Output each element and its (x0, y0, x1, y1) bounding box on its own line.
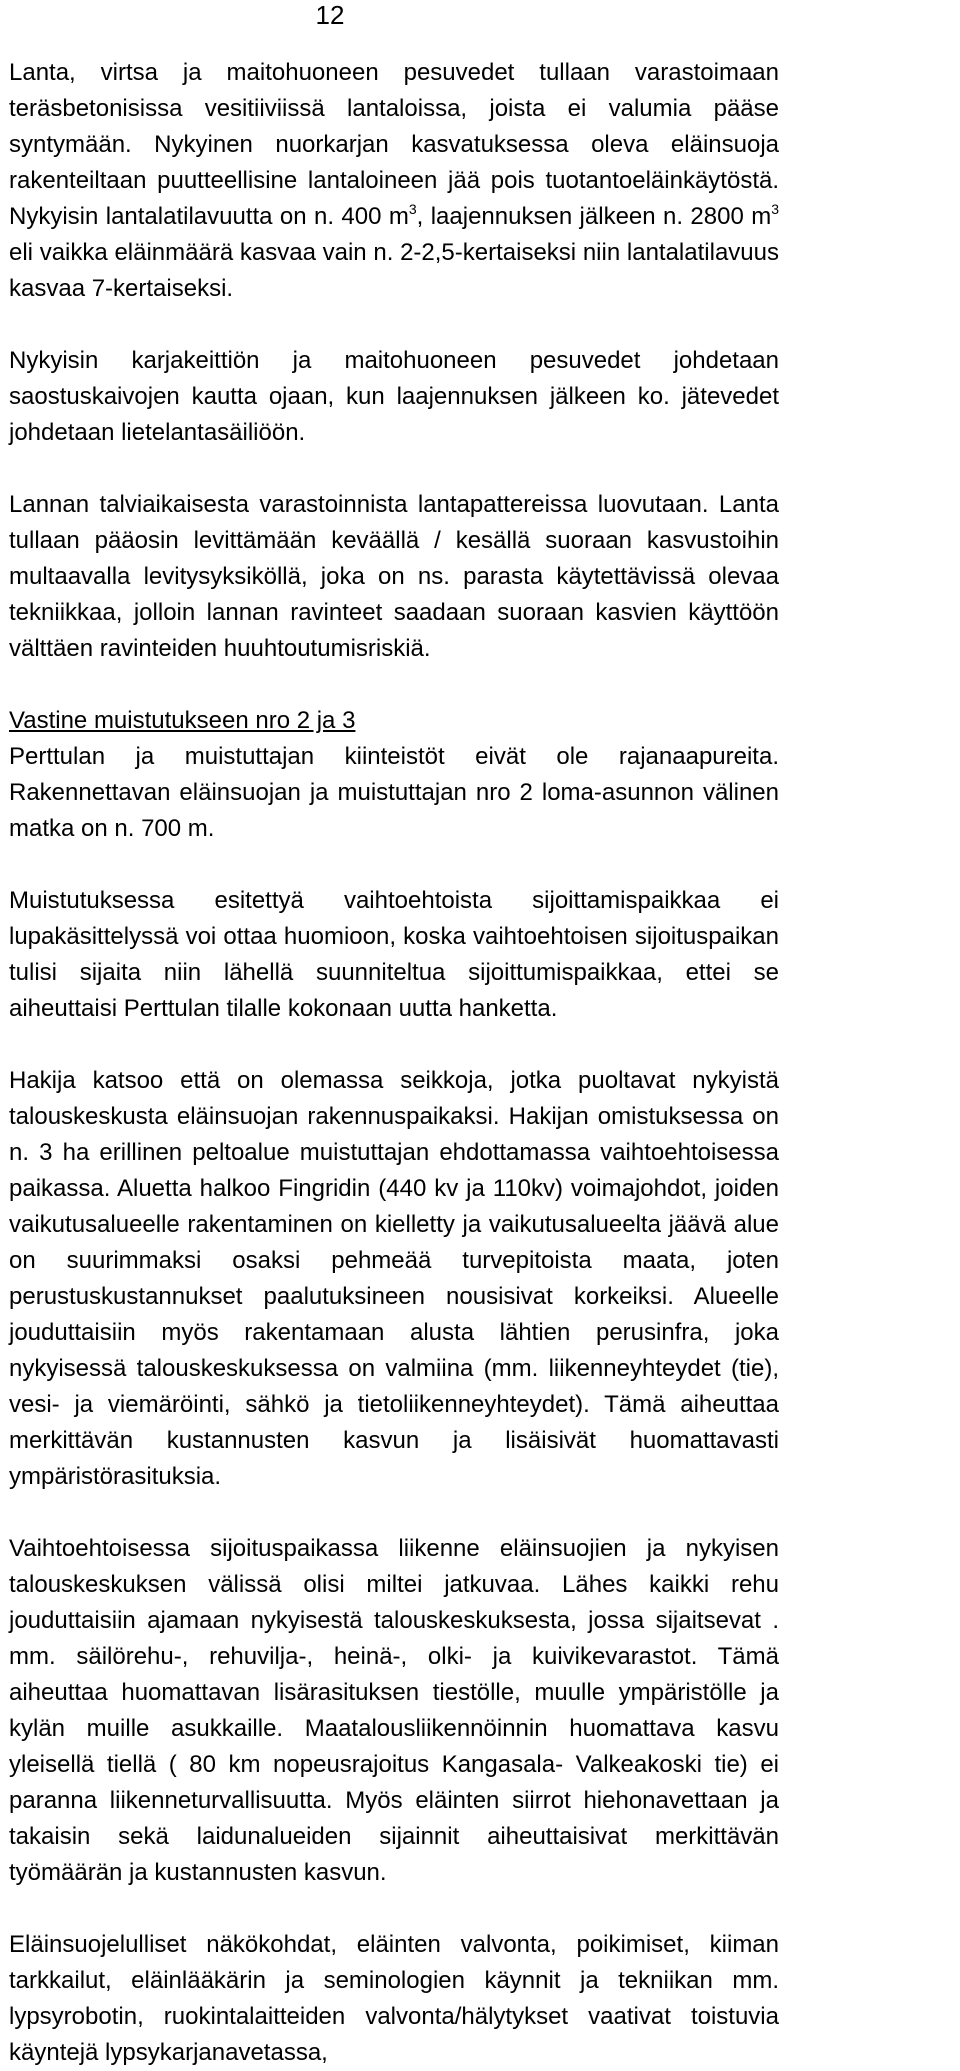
paragraph-text: eli vaikka eläinmäärä kasvaa vain n. 2-2,5-kertaiseksi niin lantalatilavuus kasvaa 7-kertaiseksi. (9, 239, 779, 302)
paragraph-alternative-site: Muistutuksessa esitettyä vaihtoehtoista sijoittamispaikkaa ei lupakäsittelyssä voi ottaa huomioon, koska vaihtoehtoisen sijoituspaikan tulisi sijaita niin lähellä suunniteltua sijoittumispaikkaa, ettei se aiheuttaisi Perttulan tilalle kokonaan uutta hanketta. (9, 887, 779, 1022)
paragraph-manure-storage (9, 55, 779, 307)
paragraph-animal-welfare: Eläinsuojelulliset näkökohdat, eläinten valvonta, poikimiset, kiiman tarkkailut, eläinlääkärin ja seminologien käynnit ja tekniikan mm. lypsyrobotin, ruokintalaitteiden valvonta/hälytykset vaativat toistuvia käyntejä lypsykarjanavetassa, (9, 1931, 779, 2066)
section-heading: Vastine muistutukseen nro 2 ja 3 (9, 707, 356, 734)
document-body (9, 55, 779, 2071)
paragraph-wash-water: Nykyisin karjakeittiön ja maitohuoneen pesuvedet johdetaan saostuskaivojen kautta ojaan, kun laajennuksen jälkeen ko. jätevedet johdetaan lietelantasäiliöön. (9, 347, 779, 446)
paragraph-winter-storage: Lannan talviaikaisesta varastoinnista lantapattereissa luovutaan. Lanta tullaan pääosin levittämään keväällä / kesällä suoraan kasvustoihin multaavalla levitysyksiköllä, joka on ns. parasta käytettävissä olevaa tekniikkaa, jolloin lannan ravinteet saadaan suoraan kasvien käyttöön välttäen ravinteiden huuhtoutumisriskiä. (9, 491, 779, 662)
paragraph-text: , laajennuksen jälkeen n. 2800 m (416, 203, 772, 230)
superscript: 3 (771, 201, 780, 217)
superscript: 3 (408, 201, 417, 217)
page-number: 12 (315, 0, 345, 30)
paragraph-traffic: Vaihtoehtoisessa sijoituspaikassa liikenne eläinsuojien ja nykyisen talouskeskuksen välissä olisi miltei jatkuvaa. Lähes kaikki rehu jouduttaisiin ajamaan nykyisestä talouskeskuksesta, jossa sijaitsevat . mm. säilörehu-, rehuvilja-, heinä-, olki- ja kuivikevarastot. Tämä aiheuttaa huomattavan lisärasituksen tiestölle, muulle ympäristölle ja kylän muille asukkaille. Maatalousliikennöinnin huomattava kasvu yleisellä tiellä ( 80 km nopeusrajoitus Kangasala- Valkeakoski tie) ei paranna liikenneturvallisuutta. Myös eläinten siirrot hiehonavettaan ja takaisin sekä laidunalueiden sijainnit aiheuttaisivat merkittävän työmäärän ja kustannusten kasvun. (9, 1535, 779, 1886)
section-intro: Perttulan ja muistuttajan kiinteistöt eivät ole rajanaapureita. Rakennettavan eläinsuojan ja muistuttajan nro 2 loma-asunnon välinen matka on n. 700 m. (9, 743, 779, 842)
paragraph-text: Lanta, virtsa ja maitohuoneen pesuvedet tullaan varastoimaan teräsbetonisissa vesitiiviissä lantaloissa, joista ei valumia pääse syntymään. Nykyinen nuorkarjan kasvatuksessa oleva eläinsuoja rakenteiltaan puutteellisine lantaloineen jää pois tuotantoeläinkäytöstä. Nykyisin lantalatilavuutta on n. 400 m (9, 59, 779, 230)
paragraph-applicant-view: Hakija katsoo että on olemassa seikkoja, jotka puoltavat nykyistä talouskeskusta eläinsuojan rakennuspaikaksi. Hakijan omistuksessa on n. 3 ha erillinen peltoalue muistuttajan ehdottamassa vaihtoehtoisessa paikassa. Aluetta halkoo Fingridin (440 kv ja 110kv) voimajohdot, joiden vaikutusalueelle rakentaminen on kielletty ja vaikutusalueelta jäävä alue on suurimmaksi osaksi pehmeää turvepitoista maata, joten perustuskustannukset paalutuksineen nousisivat korkeiksi. Alueelle jouduttaisiin myös rakentamaan alusta lähtien perusinfra, joka nykyisessä talouskeskuksessa on valmiina (mm. liikenneyhteydet (tie), vesi- ja viemäröinti, sähkö ja tietoliikenneyhteydet). Tämä aiheuttaa merkittävän kustannusten kasvun ja lisäisivät huomattavasti ympäristörasituksia. (9, 1067, 779, 1490)
